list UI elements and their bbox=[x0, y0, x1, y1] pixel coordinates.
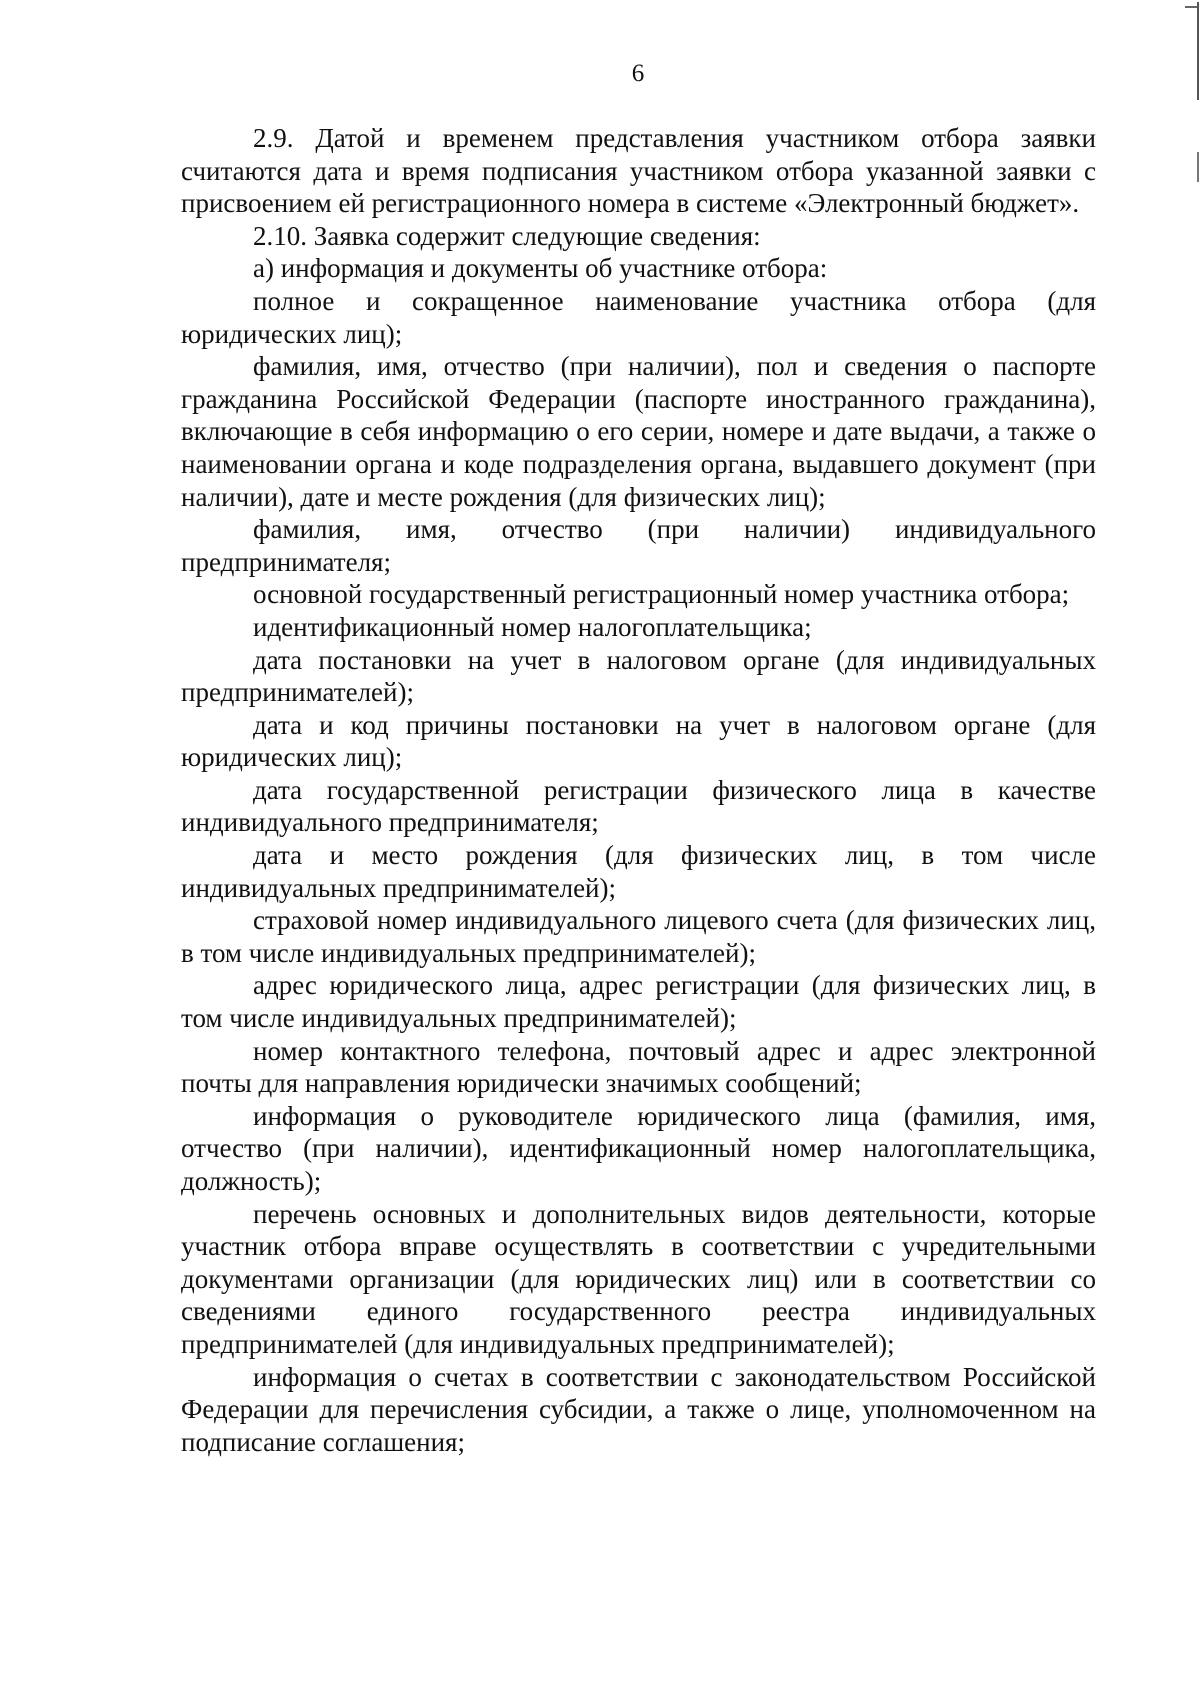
scan-edge-mark-middle bbox=[1197, 152, 1199, 182]
paragraph-tax-registration-date: дата постановки на учет в налоговом органе (для индивидуальных предпринимателей); bbox=[181, 644, 1096, 708]
paragraph-2-10: 2.10. Заявка содержит следующие сведения: bbox=[253, 220, 761, 251]
page-number: 6 bbox=[631, 60, 645, 87]
paragraph-full-name: полное и сокращенное наименование участника отбора (для юридических лиц); bbox=[181, 285, 1096, 349]
paragraph-passport: фамилия, имя, отчество (при наличии), пол и сведения о паспорте гражданина Российской Федерации (паспорте иностранного гражданина), включающие в себя информацию о его серии, номере и дате выдачи, а также о наименовании органа и коде подразделения органа, выдавшего документ (при наличии), дате и месте рождения (для физических лиц); bbox=[181, 351, 1096, 512]
paragraph-contacts: номер контактного телефона, почтовый адрес и адрес электронной почты для направления юридически значимых сообщений; bbox=[181, 1035, 1096, 1099]
paragraph-2-9: 2.9. Датой и временем представления участником отбора заявки считаются дата и время подписания участником отбора указанной заявки с присвоением ей регистрационного номера в системе «Электронный бюджет». bbox=[181, 123, 1096, 219]
paragraph-item-a: а) информация и документы об участнике отбора: bbox=[253, 253, 828, 284]
paragraph-head-info: информация о руководителе юридического лица (фамилия, имя, отчество (при наличии), идентификационный номер налогоплательщика, должность); bbox=[181, 1100, 1096, 1196]
paragraph-ogrn: основной государственный регистрационный номер участника отбора; bbox=[253, 579, 1070, 610]
scan-edge-tick bbox=[1185, 6, 1197, 8]
paragraph-entrepreneur-name: фамилия, имя, отчество (при наличии) индивидуального предпринимателя; bbox=[181, 514, 1096, 577]
paragraph-birth-date-place: дата и место рождения (для физических лиц, в том числе индивидуальных предпринимателей); bbox=[181, 840, 1096, 903]
paragraph-snils: страховой номер индивидуального лицевого счета (для физических лиц, в том числе индивидуальных предпринимателей); bbox=[181, 905, 1096, 968]
paragraph-activities: перечень основных и дополнительных видов деятельности, которые участник отбора вправе осуществлять в соответствии с учредительными документами организации (для юридических лиц) или в соответствии со сведениями единого государственного реестра индивидуальных предпринимателей (для индивидуальных предпринимателей); bbox=[181, 1198, 1096, 1359]
paragraph-accounts: информация о счетах в соответствии с законодательством Российской Федерации для перечисления субсидии, а также о лице, уполномоченном на подписание соглашения; bbox=[181, 1361, 1096, 1457]
paragraph-inn: идентификационный номер налогоплательщика; bbox=[253, 611, 812, 642]
paragraph-state-registration: дата государственной регистрации физического лица в качестве индивидуального предпринимателя; bbox=[181, 774, 1096, 838]
document-body bbox=[181, 122, 1096, 1458]
paragraph-kpp: дата и код причины постановки на учет в налоговом органе (для юридических лиц); bbox=[181, 709, 1096, 773]
paragraph-address: адрес юридического лица, адрес регистрации (для физических лиц, в том числе индивидуальных предпринимателей); bbox=[181, 970, 1096, 1034]
